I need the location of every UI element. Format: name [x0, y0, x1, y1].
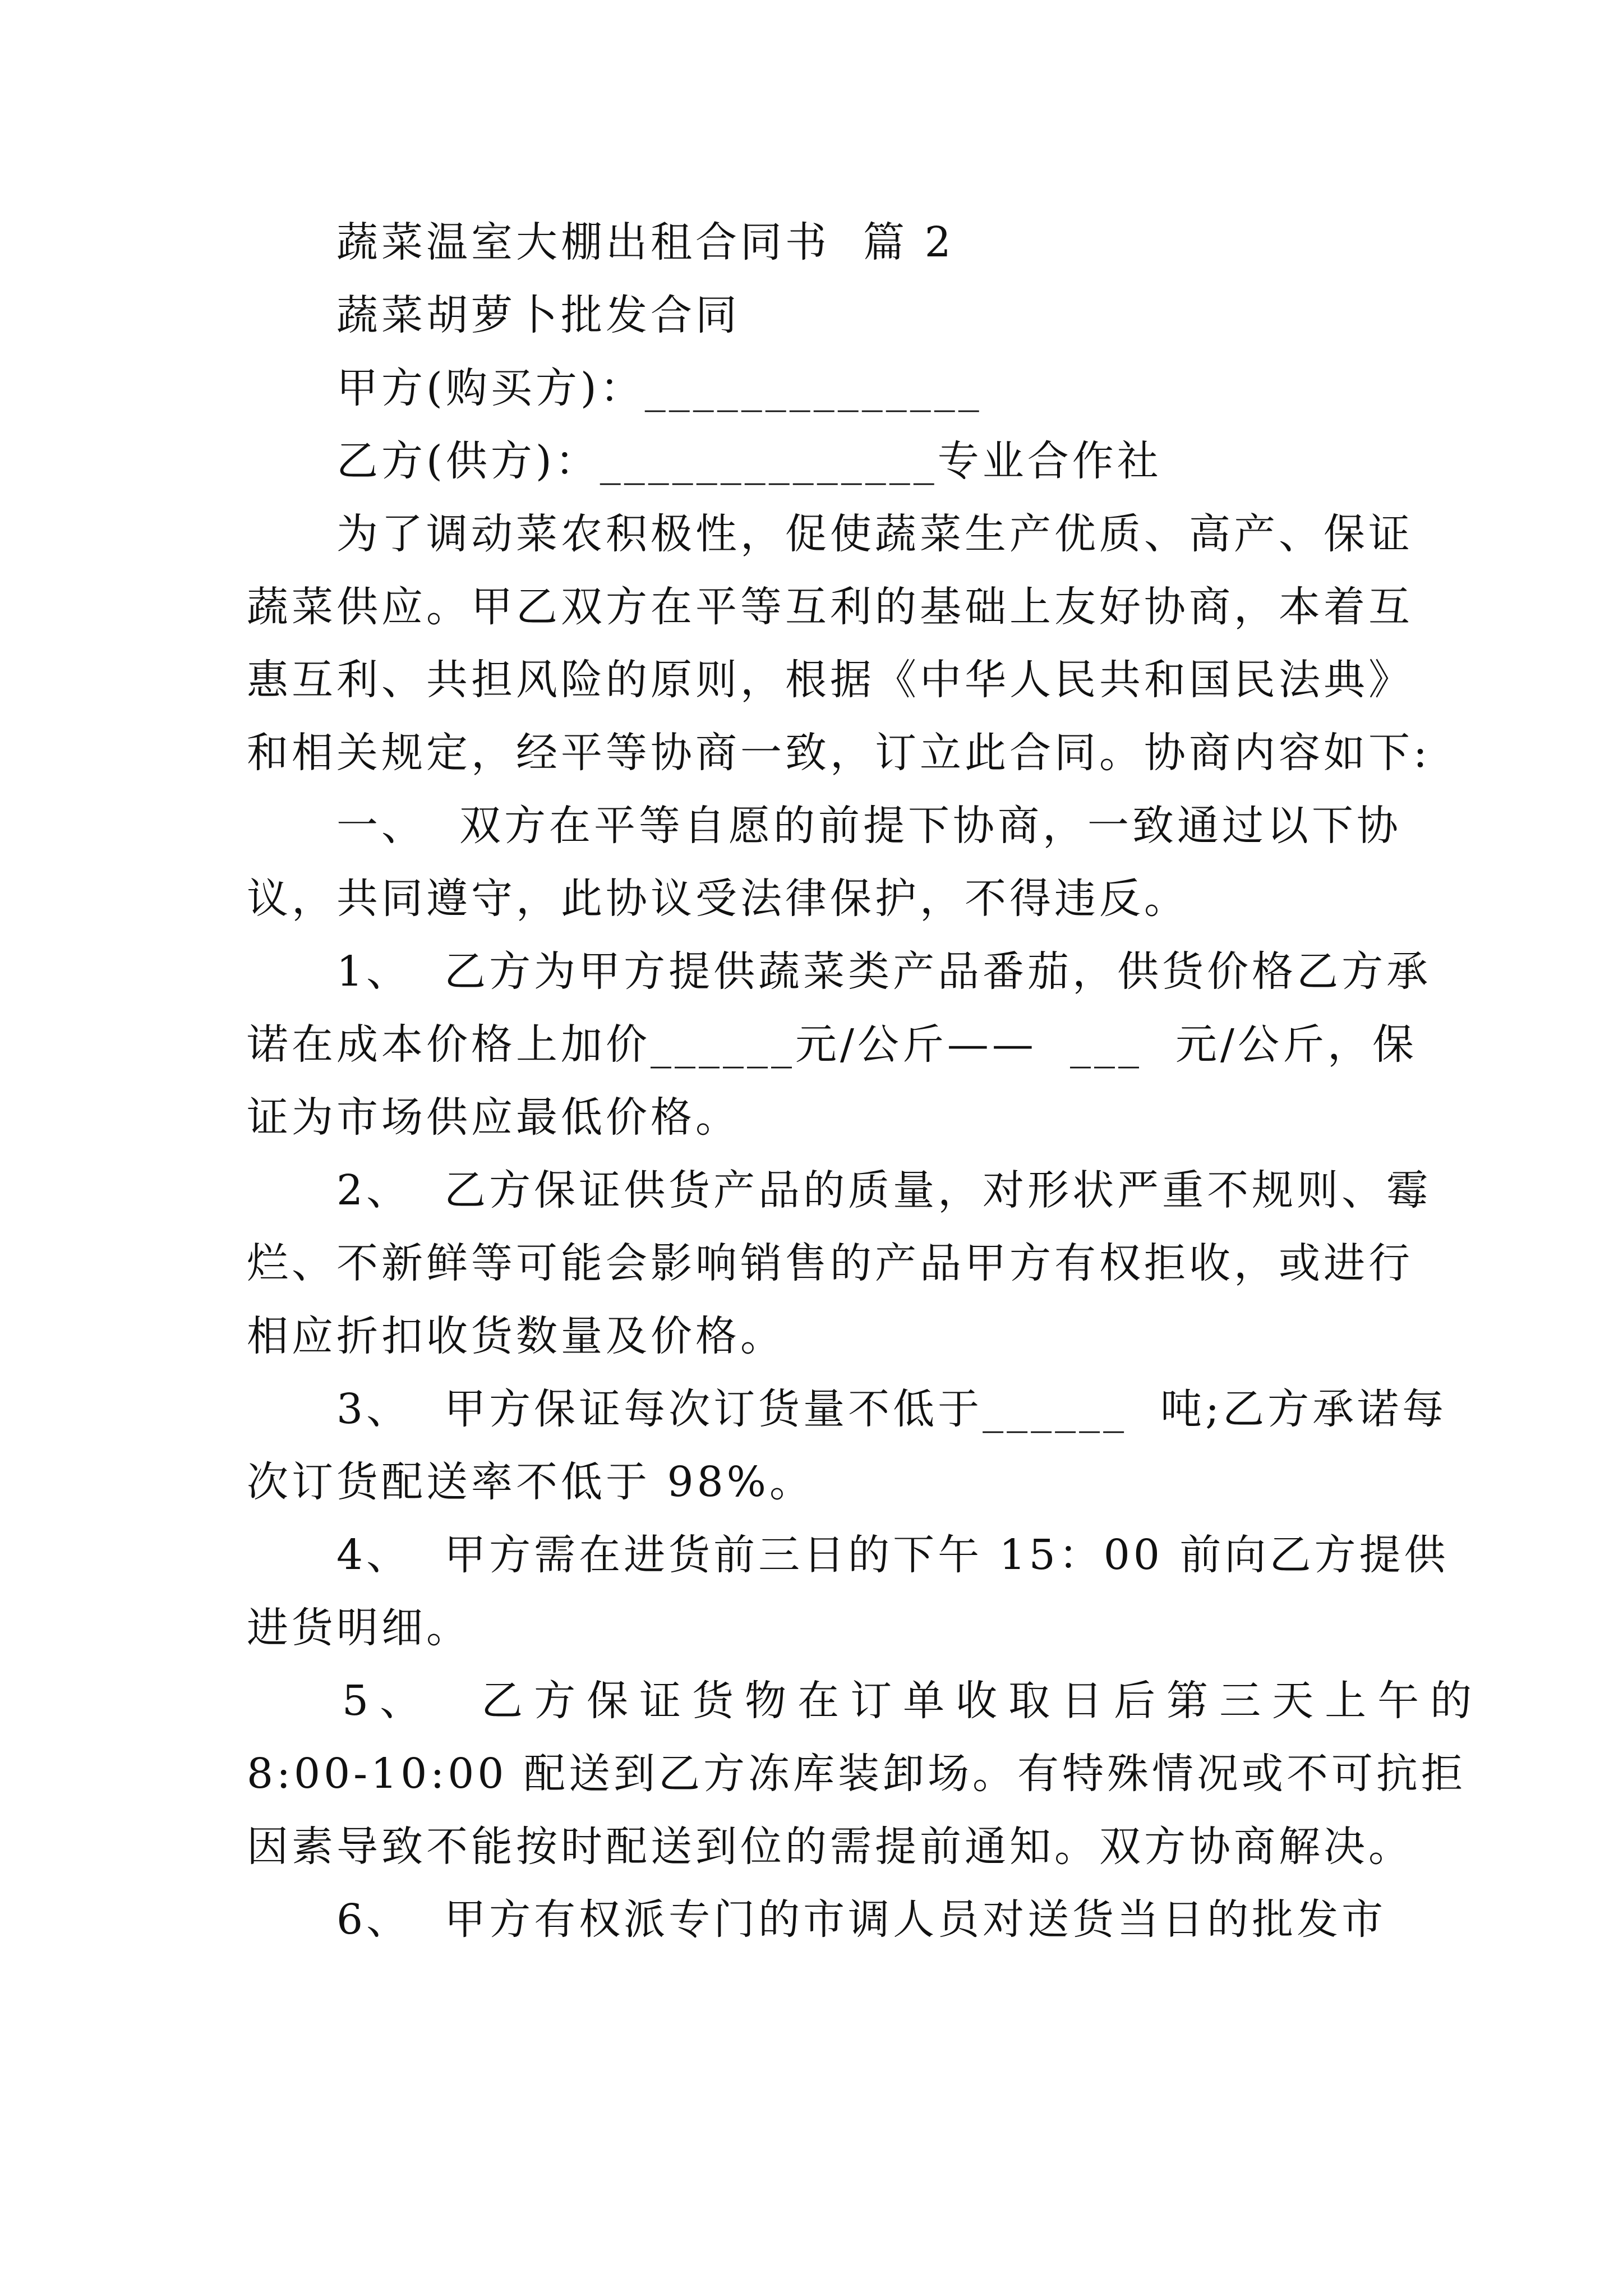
- body-line: 4、 甲方需在进货前三日的下午 15：00 前向乙方提供: [336, 1531, 1449, 1579]
- party-b-line: 乙方(供方)：______________专业合作社: [336, 437, 1162, 485]
- body-line: 3、 甲方保证每次订货量不低于______ 吨;乙方承诺每: [336, 1385, 1447, 1433]
- body-line: 蔬菜供应。甲乙双方在平等互利的基础上友好协商，本着互: [247, 583, 1413, 631]
- document-title: 蔬菜温室大棚出租合同书 篇 2: [336, 218, 955, 266]
- document-subtitle: 蔬菜胡萝卜批发合同: [336, 291, 740, 339]
- body-line: 次订货配送率不低于 98%。: [247, 1458, 814, 1506]
- body-line: 议，共同遵守，此协议受法律保护，不得违反。: [247, 875, 1189, 923]
- body-line: 和相关规定，经平等协商一致，订立此合同。协商内容如下:: [247, 729, 1431, 777]
- body-line: 8:00-10:00 配送到乙方冻库装卸场。有特殊情况或不可抗拒: [247, 1750, 1466, 1798]
- body-line: 为了调动菜农积极性，促使蔬菜生产优质、高产、保证: [336, 510, 1413, 558]
- body-line: 证为市场供应最低价格。: [247, 1093, 740, 1142]
- body-line: 5、 乙方保证货物在订单收取日后第三天上午的: [342, 1677, 1483, 1725]
- body-line: 诺在成本价格上加价______元/公斤—— ___ 元/公斤，保: [247, 1020, 1417, 1069]
- body-line: 惠互利、共担风险的原则，根据《中华人民共和国民法典》: [247, 656, 1413, 704]
- body-line: 1、 乙方为甲方提供蔬菜类产品番茄，供货价格乙方承: [336, 947, 1432, 996]
- body-line: 一、 双方在平等自愿的前提下协商，一致通过以下协: [336, 802, 1402, 850]
- party-a-line: 甲方(购买方)：______________: [336, 364, 983, 412]
- body-line: 烂、不新鲜等可能会影响销售的产品甲方有权拒收，或进行: [247, 1239, 1413, 1287]
- body-line: 相应折扣收货数量及价格。: [247, 1312, 785, 1360]
- body-line: 因素导致不能按时配送到位的需提前通知。双方协商解决。: [247, 1823, 1413, 1871]
- body-line: 2、 乙方保证供货产品的质量，对形状严重不规则、霉: [336, 1166, 1432, 1214]
- body-line: 进货明细。: [247, 1604, 471, 1652]
- body-line: 6、 甲方有权派专门的市调人员对送货当日的批发市: [336, 1895, 1387, 1944]
